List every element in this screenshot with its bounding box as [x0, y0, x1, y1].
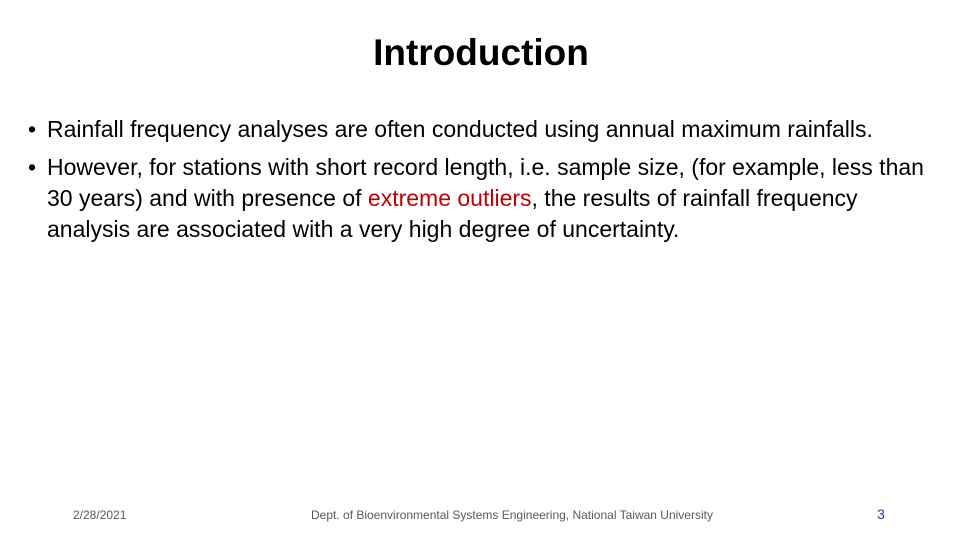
bullet-item	[28, 114, 933, 145]
bullet-item	[28, 152, 933, 245]
footer-date: 2/28/2021	[73, 508, 127, 522]
highlighted-phrase: extreme outliers	[367, 185, 532, 211]
bullet-marker: •	[28, 116, 37, 142]
bullet-list	[28, 114, 933, 252]
bullet-text-before: However, for stations with short record length, i.e. sample size, (for example, less than 30 years) and with presence of	[47, 154, 924, 211]
bullet-text-after: , the results of rainfall frequency analysis are associated with a very high degree of uncertainty.	[47, 185, 858, 242]
footer-department: Dept. of Bioenvironmental Systems Engineering, National Taiwan University	[311, 508, 713, 522]
slide-title: Introduction	[373, 32, 589, 73]
bullet-marker: •	[28, 154, 37, 180]
slide-number: 3	[877, 506, 885, 522]
bullet-text: Rainfall frequency analyses are often conducted using annual maximum rainfalls.	[47, 116, 873, 142]
